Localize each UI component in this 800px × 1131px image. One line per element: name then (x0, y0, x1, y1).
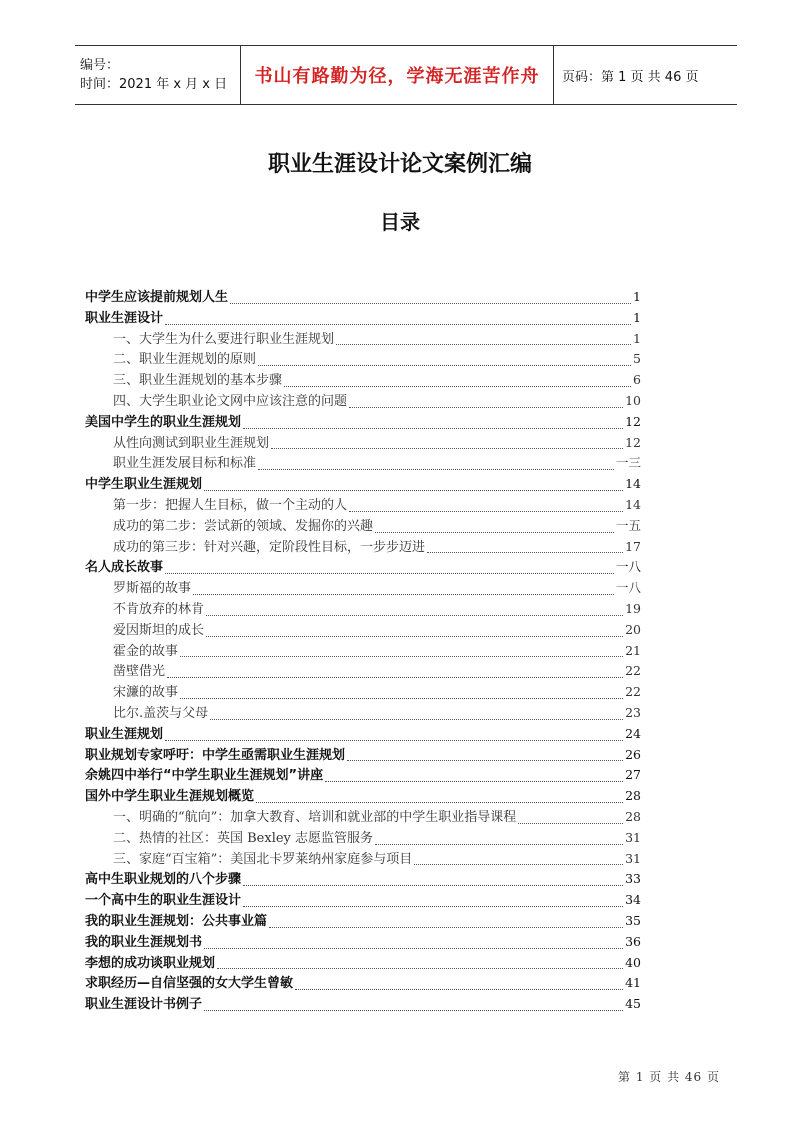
toc-leader-dots (165, 573, 614, 574)
toc-entry-label: 我的职业生涯规划书 (85, 934, 203, 950)
toc-entry-label: 成功的第三步：针对兴趣，定阶段性目标，一步步迈进 (113, 539, 426, 555)
toc-entry-label: 高中生职业规划的八个步骤 (85, 872, 242, 888)
toc-entry[interactable] (85, 557, 641, 578)
toc-entry-label: 爱因斯坦的成长 (113, 622, 205, 638)
toc-entry[interactable] (85, 391, 641, 412)
toc-entry-label: 职业生涯设计书例子 (85, 997, 203, 1013)
toc-leader-dots (349, 407, 623, 408)
toc-entry[interactable] (85, 869, 641, 890)
toc-entry[interactable] (85, 641, 641, 662)
toc-entry-page: 23 (625, 704, 641, 720)
toc-leader-dots (258, 365, 631, 366)
toc-entry-page: 28 (625, 788, 641, 804)
toc-entry-page: 34 (625, 892, 641, 908)
header-meta (75, 46, 241, 104)
toc-entry[interactable] (85, 953, 641, 974)
toc-entry-label: 不肯放弃的林肯 (113, 601, 205, 617)
toc-leader-dots (204, 490, 623, 491)
toc-entry-page: 22 (625, 684, 641, 700)
toc-leader-dots (210, 719, 623, 720)
toc-leader-dots (518, 823, 623, 824)
toc-entry[interactable] (85, 807, 641, 828)
toc-leader-dots (165, 740, 623, 741)
toc-entry[interactable] (85, 287, 641, 308)
toc-entry-label: 职业生涯规划 (85, 726, 164, 742)
toc-entry-page: 1 (633, 309, 641, 325)
toc-entry-page: 36 (625, 933, 641, 949)
toc-leader-dots (336, 344, 631, 345)
toc-entry[interactable] (85, 578, 641, 599)
toc-entry[interactable] (85, 849, 641, 870)
toc-entry[interactable] (85, 453, 641, 474)
toc-entry[interactable] (85, 537, 641, 558)
toc-entry-page: 12 (625, 413, 641, 429)
toc-entry[interactable] (85, 516, 641, 537)
toc-entry-label: 二、职业生涯规划的原则 (113, 352, 257, 368)
toc-entry-label: 一、明确的“航向”：加拿大教育、培训和就业部的中学生职业指导课程 (113, 809, 517, 825)
toc-entry-label: 美国中学生的职业生涯规划 (85, 414, 242, 430)
toc-entry[interactable] (85, 495, 641, 516)
toc-leader-dots (256, 802, 623, 803)
toc-leader-dots (167, 677, 623, 678)
toc-entry-page: 35 (625, 912, 641, 928)
toc-leader-dots (204, 1010, 623, 1011)
toc-entry-label: 职业规划专家呼吁：中学生亟需职业生涯规划 (85, 747, 346, 763)
toc-leader-dots (349, 511, 623, 512)
toc-entry[interactable] (85, 474, 641, 495)
toc-entry-page: 24 (625, 725, 641, 741)
toc-entry-label: 罗斯福的故事 (113, 581, 192, 597)
toc-entry[interactable] (85, 932, 641, 953)
toc-entry-label: 宋濂的故事 (113, 685, 179, 701)
toc-entry-page: 17 (625, 538, 641, 554)
toc-entry-page: 14 (625, 476, 641, 492)
toc-entry-label: 我的职业生涯规划：公共事业篇 (85, 913, 268, 929)
toc-leader-dots (206, 636, 623, 637)
toc-entry-label: 国外中学生职业生涯规划概览 (85, 789, 255, 805)
toc-entry-page: 1 (633, 330, 641, 346)
toc-entry-page: 31 (625, 850, 641, 866)
toc-entry-page: 一八 (615, 580, 641, 596)
toc-entry[interactable] (85, 349, 641, 370)
toc-entry-label: 三、家庭“百宝箱”：美国北卡罗莱纳州家庭参与项目 (113, 851, 413, 867)
toc-entry[interactable] (85, 724, 641, 745)
toc-entry-label: 比尔.盖茨与父母 (113, 705, 209, 721)
toc-entry-label: 三、职业生涯规划的基本步骤 (113, 373, 283, 389)
document-time-label: 时间：2021 年 x 月 x 日 (80, 77, 228, 92)
toc-entry[interactable] (85, 786, 641, 807)
toc-entry[interactable] (85, 412, 641, 433)
page-header (75, 45, 737, 105)
toc-leader-dots (243, 428, 623, 429)
toc-leader-dots (325, 781, 623, 782)
toc-entry-page: 一八 (615, 559, 641, 575)
toc-leader-dots (284, 386, 631, 387)
toc-entry-page: 45 (625, 996, 641, 1012)
header-page-cell (554, 46, 737, 104)
header-page-label: 页码：第 1 页 共 46 页 (562, 69, 699, 85)
toc-entry-label: 职业生涯发展目标和标准 (113, 456, 257, 472)
toc-entry[interactable] (85, 661, 641, 682)
toc-entry-page: 19 (625, 600, 641, 616)
toc-leader-dots (230, 303, 631, 304)
toc-leader-dots (414, 864, 623, 865)
document-number-label: 编号： (80, 58, 120, 73)
toc-leader-dots (193, 594, 614, 595)
toc-entry-page: 5 (633, 351, 641, 367)
toc-leader-dots (180, 698, 623, 699)
toc-entry-label: 李想的成功谈职业规划 (85, 955, 216, 971)
table-of-contents (85, 287, 641, 1015)
toc-entry[interactable] (85, 703, 641, 724)
toc-entry-page: 40 (625, 954, 641, 970)
toc-entry-label: 一、大学生为什么要进行职业生涯规划 (113, 331, 335, 347)
toc-leader-dots (243, 885, 623, 886)
toc-entry[interactable] (85, 370, 641, 391)
toc-entry-page: 一五 (615, 517, 641, 533)
toc-leader-dots (375, 532, 614, 533)
toc-entry[interactable] (85, 682, 641, 703)
toc-entry[interactable] (85, 599, 641, 620)
toc-entry-page: 20 (625, 621, 641, 637)
toc-entry-label: 名人成长故事 (85, 560, 164, 576)
page-footer: 第 1 页 共 46 页 (618, 1070, 720, 1084)
document-title: 职业生涯设计论文案例汇编 (267, 152, 532, 177)
toc-entry[interactable] (85, 765, 641, 786)
toc-entry[interactable] (85, 745, 641, 766)
toc-entry-page: 22 (625, 663, 641, 679)
toc-entry-label: 求职经历—自信坚强的女大学生曾敏 (85, 976, 294, 992)
toc-entry-page: 21 (625, 642, 641, 658)
toc-entry-page: 6 (633, 372, 641, 388)
toc-entry-page: 26 (625, 746, 641, 762)
toc-entry-label: 四、大学生职业论文网中应该注意的问题 (113, 393, 348, 409)
toc-entry-page: 41 (625, 975, 641, 991)
toc-entry[interactable] (85, 994, 641, 1015)
toc-entry-label: 中学生应该提前规划人生 (85, 290, 229, 305)
toc-entry-label: 中学生职业生涯规划 (85, 477, 203, 493)
toc-leader-dots (206, 615, 623, 616)
toc-entry-page: 33 (625, 871, 641, 887)
toc-entry-page: 12 (625, 434, 641, 450)
toc-entry-page: 一三 (615, 455, 641, 471)
header-motto: 书山有路勤为径，学海无涯苦作舟 (254, 66, 540, 87)
toc-leader-dots (295, 989, 623, 990)
toc-entry-label: 第一步：把握人生目标，做一个主动的人 (113, 497, 348, 513)
toc-leader-dots (204, 948, 623, 949)
toc-entry-label: 成功的第二步：尝试新的领域、发掘你的兴趣 (113, 518, 374, 534)
toc-leader-dots (180, 656, 623, 657)
toc-entry-label: 一个高中生的职业生涯设计 (85, 893, 242, 909)
toc-entry[interactable] (85, 329, 641, 350)
toc-leader-dots (427, 552, 623, 553)
header-motto-cell (241, 46, 554, 104)
toc-entry-label: 余姚四中举行“中学生职业生涯规划”讲座 (85, 768, 324, 784)
toc-leader-dots (243, 906, 623, 907)
toc-leader-dots (165, 324, 631, 325)
toc-entry[interactable] (85, 828, 641, 849)
toc-entry-page: 1 (633, 289, 641, 304)
toc-leader-dots (375, 844, 623, 845)
toc-leader-dots (271, 448, 623, 449)
toc-entry[interactable] (85, 973, 641, 994)
toc-entry-page: 27 (625, 767, 641, 783)
toc-entry[interactable] (85, 620, 641, 641)
toc-entry-page: 28 (625, 808, 641, 824)
toc-entry[interactable] (85, 308, 641, 329)
toc-entry-label: 霍金的故事 (113, 643, 179, 659)
toc-leader-dots (217, 968, 623, 969)
toc-heading: 目录 (380, 210, 420, 234)
toc-entry-page: 14 (625, 496, 641, 512)
toc-entry-label: 从性向测试到职业生涯规划 (113, 435, 270, 451)
toc-leader-dots (258, 469, 614, 470)
toc-entry-label: 二、热情的社区：英国 Bexley 志愿监管服务 (113, 830, 374, 846)
toc-entry[interactable] (85, 433, 641, 454)
toc-leader-dots (269, 927, 623, 928)
toc-entry-page: 10 (625, 392, 641, 408)
toc-entry[interactable] (85, 890, 641, 911)
toc-entry-label: 职业生涯设计 (85, 310, 164, 326)
toc-entry-page: 31 (625, 829, 641, 845)
toc-entry[interactable] (85, 911, 641, 932)
toc-entry-label: 凿壁借光 (113, 664, 166, 680)
toc-leader-dots (347, 760, 623, 761)
